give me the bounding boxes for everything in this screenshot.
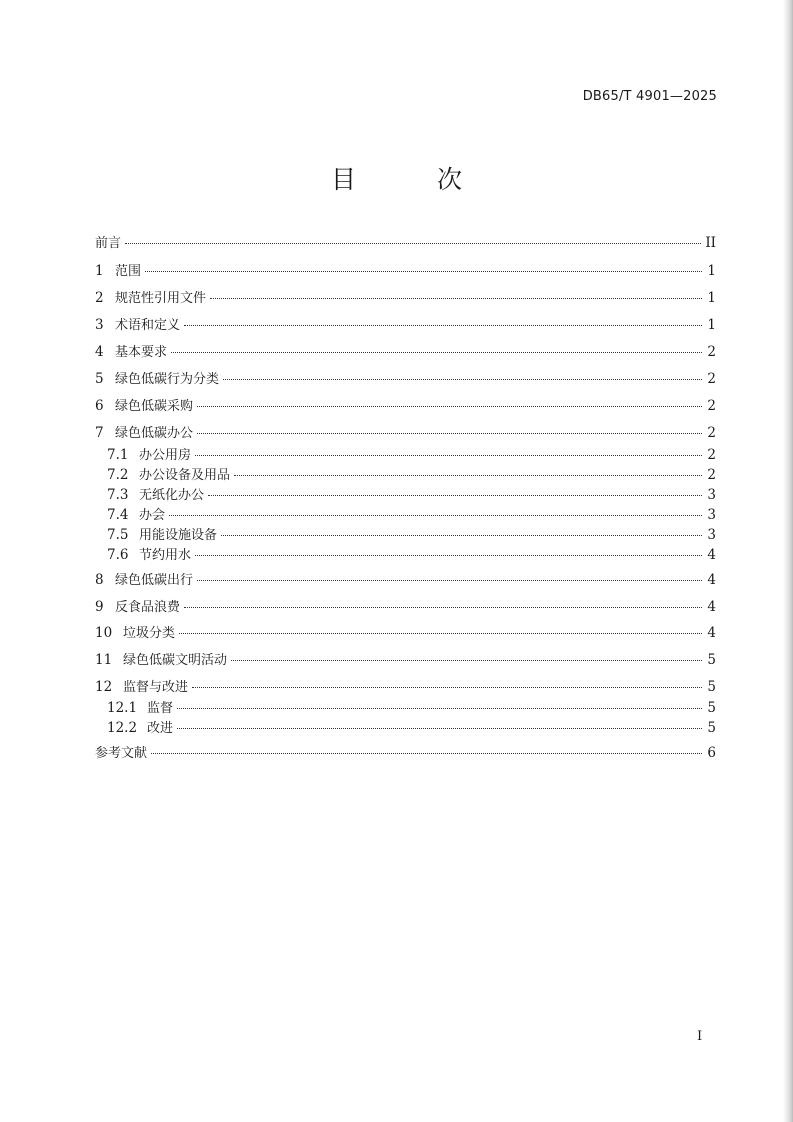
toc-number: 12.2 (107, 720, 138, 736)
toc-number: 1 (95, 263, 104, 279)
toc-item-food-waste[interactable] (95, 598, 716, 616)
toc-page: 1 (707, 290, 716, 306)
toc-label: 规范性引用文件 (115, 291, 207, 306)
dot-leader (169, 514, 702, 516)
toc-item-supervision-improvement[interactable] (95, 678, 716, 696)
dot-leader (171, 351, 702, 353)
dot-leader (195, 554, 702, 556)
toc-number: 6 (95, 398, 104, 414)
toc-item-office[interactable] (95, 424, 716, 442)
toc-label: 绿色低碳文明活动 (123, 653, 228, 668)
toc-number: 7.5 (107, 527, 129, 543)
page-number: I (697, 1029, 703, 1044)
toc-item-7-2[interactable] (107, 466, 716, 484)
toc-item-7-4[interactable] (107, 506, 716, 524)
dot-leader (177, 707, 702, 709)
toc-label: 监督与改进 (123, 680, 189, 695)
toc-number: 10 (95, 625, 113, 641)
toc-label: 办公用房 (139, 448, 192, 463)
toc-label: 绿色低碳采购 (115, 399, 194, 414)
toc-page: 2 (707, 467, 716, 483)
toc-item-references[interactable] (95, 744, 716, 762)
dot-leader (179, 632, 702, 634)
toc-page: 2 (707, 447, 716, 463)
toc-page: 4 (707, 599, 716, 615)
toc-number: 12.1 (107, 700, 138, 716)
toc-label: 绿色低碳办公 (115, 426, 194, 441)
document-code: DB65/T 4901—2025 (582, 89, 717, 104)
dot-leader (184, 324, 702, 326)
toc-item-basic-requirements[interactable] (95, 343, 716, 361)
toc-page: 2 (707, 344, 716, 360)
toc-label: 绿色低碳行为分类 (115, 372, 220, 387)
dot-leader (197, 432, 702, 434)
toc-label: 前言 (95, 236, 122, 251)
toc-page: 3 (707, 507, 716, 523)
toc-label: 术语和定义 (115, 318, 181, 333)
toc-item-civilization-activities[interactable] (95, 651, 716, 669)
toc-label: 无纸化办公 (139, 488, 205, 503)
toc-label: 用能设施设备 (139, 528, 218, 543)
toc-label: 改进 (147, 721, 174, 736)
toc-label: 监督 (147, 701, 174, 716)
dot-leader (208, 494, 702, 496)
toc-label: 基本要求 (115, 345, 168, 360)
toc-number: 7.2 (107, 467, 129, 483)
toc-item-7-6[interactable] (107, 546, 716, 564)
dot-leader (184, 606, 702, 608)
toc-item-foreword[interactable] (95, 234, 716, 252)
toc-number: 11 (95, 652, 113, 668)
toc-item-procurement[interactable] (95, 397, 716, 415)
toc-label: 范围 (115, 264, 142, 279)
toc-label: 参考文献 (95, 746, 148, 761)
toc-label: 绿色低碳出行 (115, 573, 194, 588)
toc-number: 12 (95, 679, 113, 695)
toc-page: 5 (707, 652, 716, 668)
toc-page: 3 (707, 527, 716, 543)
toc-label: 反食品浪费 (115, 600, 181, 615)
toc-page: 6 (707, 745, 716, 761)
toc-number: 7.1 (107, 447, 129, 463)
toc-page: II (705, 235, 716, 251)
toc-item-7-5[interactable] (107, 526, 716, 544)
dot-leader (145, 270, 702, 272)
page-title: 目 次 (330, 165, 490, 194)
toc-number: 4 (95, 344, 104, 360)
dot-leader (151, 752, 702, 754)
toc-item-travel[interactable] (95, 571, 716, 589)
toc-number: 9 (95, 599, 104, 615)
toc-item-scope[interactable] (95, 262, 716, 280)
toc-number: 5 (95, 371, 104, 387)
dot-leader (231, 659, 702, 661)
dot-leader (197, 579, 702, 581)
toc-item-7-1[interactable] (107, 446, 716, 464)
dot-leader (192, 686, 702, 688)
dot-leader (197, 405, 702, 407)
toc-page: 4 (707, 572, 716, 588)
toc-label: 节约用水 (139, 548, 192, 563)
toc-page: 5 (707, 720, 716, 736)
dot-leader (221, 534, 702, 536)
toc-item-behavior-classification[interactable] (95, 370, 716, 388)
dot-leader (210, 297, 702, 299)
toc-page: 5 (707, 679, 716, 695)
toc-item-12-1[interactable] (107, 699, 716, 717)
dot-leader (125, 242, 701, 244)
toc-item-7-3[interactable] (107, 486, 716, 504)
dot-leader (195, 454, 702, 456)
dot-leader (223, 378, 702, 380)
toc-item-normative-references[interactable] (95, 289, 716, 307)
toc-number: 7.6 (107, 547, 129, 563)
toc-label: 办公设备及用品 (139, 468, 231, 483)
toc-number: 2 (95, 290, 104, 306)
dot-leader (234, 474, 702, 476)
toc-page: 1 (707, 263, 716, 279)
toc-page: 1 (707, 317, 716, 333)
dot-leader (177, 727, 702, 729)
toc-label: 垃圾分类 (123, 626, 176, 641)
toc-number: 7 (95, 425, 104, 441)
toc-page: 3 (707, 487, 716, 503)
toc-number: 3 (95, 317, 104, 333)
toc-item-garbage-sorting[interactable] (95, 624, 716, 642)
toc-page: 2 (707, 425, 716, 441)
toc-page: 4 (707, 547, 716, 563)
toc-number: 8 (95, 572, 104, 588)
toc-page: 4 (707, 625, 716, 641)
toc-item-12-2[interactable] (107, 719, 716, 737)
toc-item-terms-definitions[interactable] (95, 316, 716, 334)
toc-page: 5 (707, 700, 716, 716)
toc-page: 2 (707, 398, 716, 414)
toc-page: 2 (707, 371, 716, 387)
toc-number: 7.4 (107, 507, 129, 523)
toc-number: 7.3 (107, 487, 129, 503)
toc-label: 办会 (139, 508, 166, 523)
